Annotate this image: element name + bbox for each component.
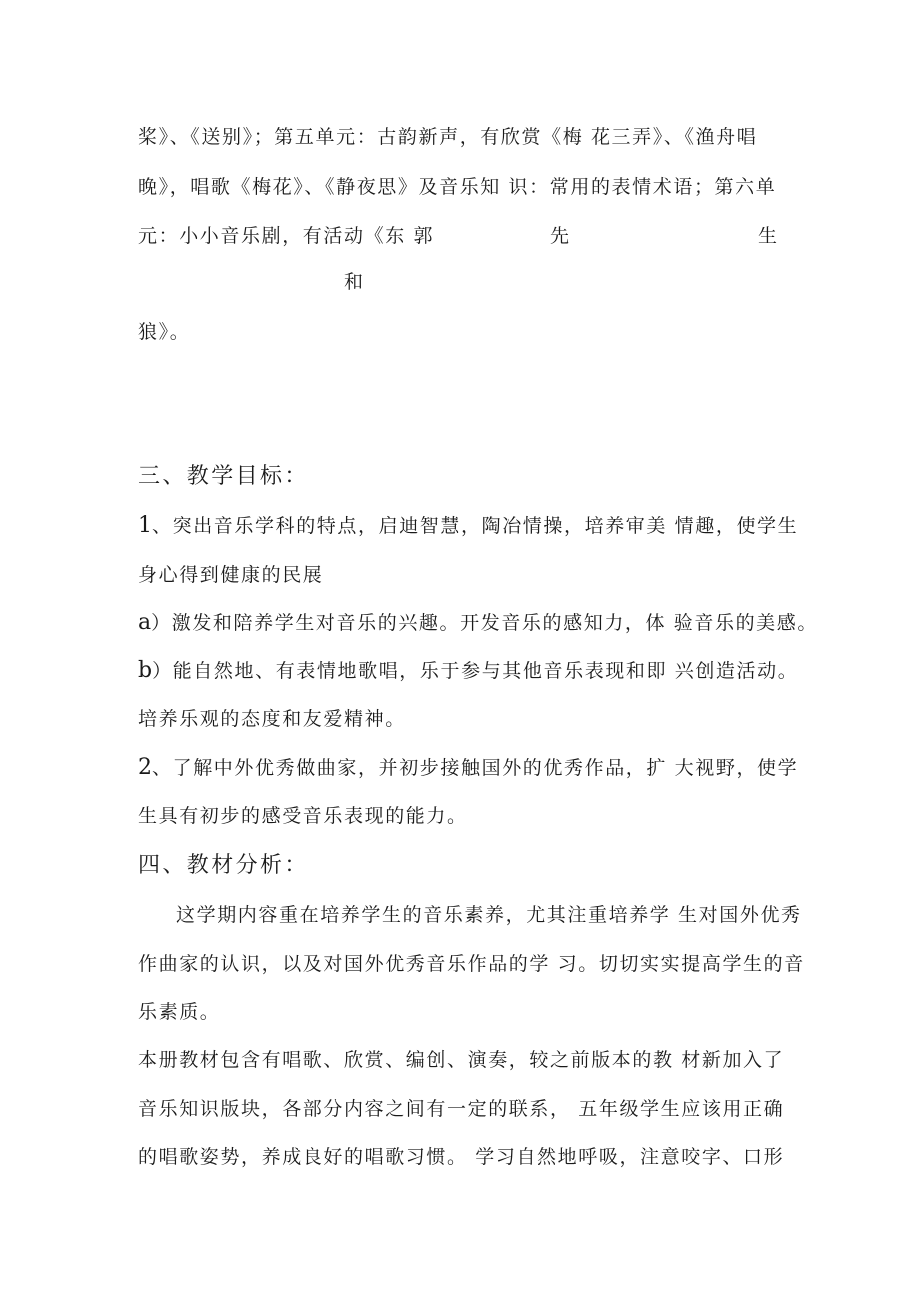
goal-1-number: 1 (138, 513, 152, 538)
continuation-line-5: 狼》。 (138, 321, 191, 343)
goal-b-letter: b (138, 658, 153, 683)
section-3-heading: 三、教学目标： (138, 464, 309, 489)
goal-2-text: 、了解中外优秀做曲家，并初步接触国外的优秀作品，扩 大视野，使学 (152, 757, 799, 779)
analysis-para-1-line-2: 作曲家的认识，以及对国外优秀音乐作品的学 习。切切实实提高学生的音 (138, 953, 805, 975)
analysis-para-2-line-2: 音乐知识版块，各部分内容之间有一定的联系， 五年级学生应该用正确 (138, 1098, 785, 1120)
analysis-para-2-line-3: 的唱歌姿势，养成良好的唱歌习惯。 学习自然地呼吸，注意咬字、口形 (138, 1146, 785, 1168)
analysis-para-1-line-1: 这学期内容重在培养学生的音乐素养，尤其注重培养学 生对国外优秀 (176, 904, 802, 926)
analysis-para-2-line-1: 本册教材包含有唱歌、欣赏、编创、演奏，较之前版本的教 材新加入了 (138, 1049, 785, 1071)
goal-b-text: ）能自然地、有表情地歌唱，乐于参与其他音乐表现和即 兴创造活动。 (152, 660, 799, 682)
continuation-line-3 (138, 227, 778, 246)
continuation-line-3-text: 元：小小音乐剧，有活动《东 郭 (138, 225, 435, 247)
goal-a-text: ）激发和陪养学生对音乐的兴趣。开发音乐的感知力，体 验音乐的美感。 (151, 612, 818, 634)
continuation-line-2: 晚》，唱歌《梅花》、《静夜思》及音乐知 识：常用的表情术语；第六单 (138, 176, 777, 198)
goal-1-line-1 (138, 515, 798, 537)
continuation-line-1: 桨》、《送别》；第五单元：古韵新声，有欣赏《梅 花三弄》、《渔舟唱 (138, 126, 758, 148)
goal-a-line (138, 612, 818, 634)
goal-1-text: 、突出音乐学科的特点，启迪智慧，陶冶情操，培养审美 情趣，使学生 (152, 515, 799, 537)
goal-2-number: 2 (138, 755, 152, 780)
goal-b-line-2: 培养乐观的态度和友爱精神。 (138, 708, 406, 730)
section-4-heading: 四、教材分析： (138, 853, 309, 878)
goal-2-line-1 (138, 757, 798, 779)
goal-b-line-1 (138, 660, 798, 682)
goal-1-line-2: 身心得到健康的民展 (138, 564, 324, 586)
continuation-word-xian: 先 (550, 225, 571, 247)
continuation-word-he: 和 (344, 271, 365, 293)
analysis-para-1-line-3: 乐素质。 (138, 1001, 221, 1023)
goal-a-letter: a (138, 610, 152, 635)
goal-2-line-2: 生具有初步的感受音乐表现的能力。 (138, 805, 468, 827)
continuation-word-sheng: 生 (758, 225, 779, 247)
